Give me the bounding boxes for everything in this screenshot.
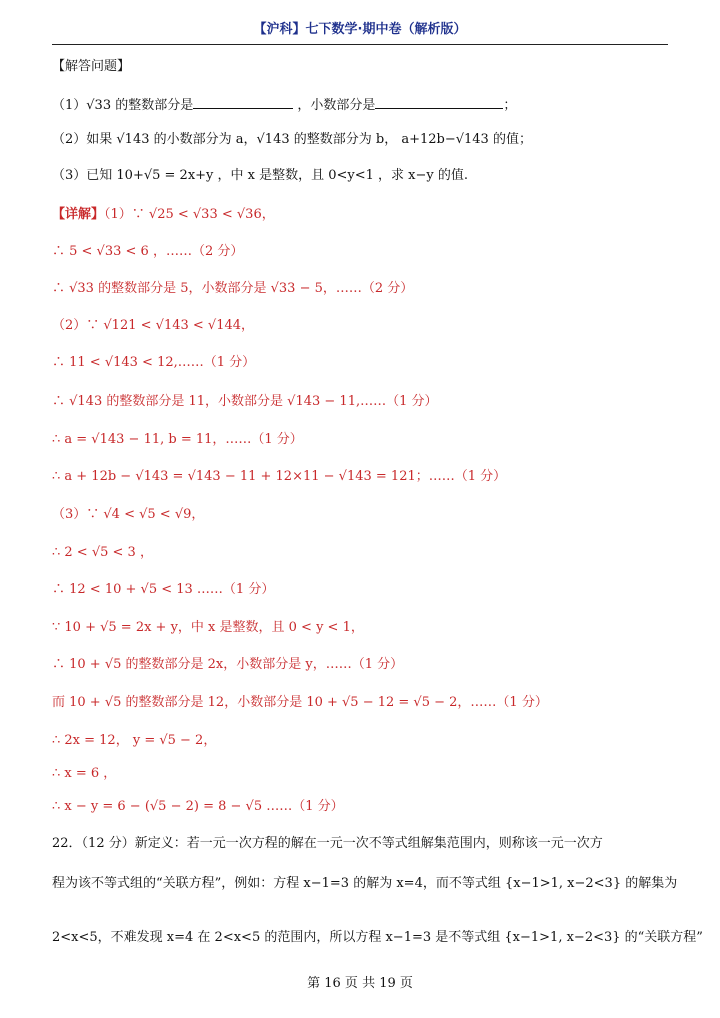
question-3: （3）已知 10+√5 = 2x+y ，中 x 是整数，且 0<y<1 ，求 x−y 的值.: [52, 168, 469, 183]
page-header-title: 【沪科】七下数学·期中卷（解析版）: [253, 22, 467, 37]
question-22-line-2: 程为该不等式组的“关联方程”，例如：方程 x−1=3 的解为 x=4，而不等式组 {x−1>1, x−2<3} 的解集为: [52, 876, 678, 891]
solution-line-10: ∴ 2 < √5 < 3 ，: [52, 545, 153, 560]
header-divider: [52, 44, 668, 45]
solution-line-12: ∵ 10 + √5 = 2x + y，中 x 是整数，且 0 < y < 1，: [52, 620, 364, 635]
solution-line-13: ∴ 10 + √5 的整数部分是 2x，小数部分是 y，……（1 分）: [52, 657, 404, 672]
solution-line-14: 而 10 + √5 的整数部分是 12，小数部分是 10 + √5 − 12 = √5 − 2，……（1 分）: [52, 695, 548, 710]
solution-line-4: （2）∵ √121 < √143 < √144，: [52, 318, 255, 333]
solution-line-1-text: （1）∵ √25 < √33 < √36，: [104, 207, 275, 222]
answer-blank-integer: [193, 94, 293, 109]
solution-line-15: ∴ 2x = 12， y = √5 − 2，: [52, 733, 217, 748]
question-22-line-3: 2<x<5，不难发现 x=4 在 2<x<5 的范围内，所以方程 x−1=3 是不等式组 {x−1>1, x−2<3} 的“关联方程”: [52, 930, 703, 945]
solution-line-17: ∴ x − y = 6 − (√5 − 2) = 8 − √5 ……（1 分）: [52, 799, 344, 814]
question-22-line-1: 22．（12 分）新定义：若一元一次方程的解在一元一次不等式组解集范围内，则称该一元一次方: [52, 836, 603, 851]
solution-line-6: ∴ √143 的整数部分是 11，小数部分是 √143 − 11,……（1 分）: [52, 394, 438, 409]
solution-label: 【详解】: [52, 207, 105, 222]
solution-line-3: ∴ √33 的整数部分是 5，小数部分是 √33 − 5，……（2 分）: [52, 281, 414, 296]
solution-line-8: ∴ a + 12b − √143 = √143 − 11 + 12×11 − √143 = 121；……（1 分）: [52, 469, 507, 484]
answer-blank-decimal: [375, 94, 503, 109]
question-1-text-b: ，小数部分是: [297, 98, 376, 113]
solution-line-9: （3）∵ √4 < √5 < √9，: [52, 507, 205, 522]
page-footer: 第 16 页 共 19 页: [307, 976, 413, 991]
question-1-text-a: （1）√33 的整数部分是: [52, 98, 194, 113]
solution-line-7: ∴ a = √143 − 11, b = 11，……（1 分）: [52, 432, 303, 447]
question-1-text-c: ；: [503, 98, 517, 113]
solution-line-16: ∴ x = 6 ，: [52, 766, 117, 781]
solution-line-11: ∴ 12 < 10 + √5 < 13 ……（1 分）: [52, 582, 275, 597]
section-title: 【解答问题】: [52, 59, 131, 74]
solution-line-1: [52, 205, 672, 225]
question-1: [52, 94, 672, 116]
solution-line-2: ∴ 5 < √33 < 6 ，……（2 分）: [52, 244, 244, 259]
question-2: （2）如果 √143 的小数部分为 a，√143 的整数部分为 b， a+12b−√143 的值；: [52, 132, 532, 147]
solution-line-5: ∴ 11 < √143 < 12,……（1 分）: [52, 355, 256, 370]
